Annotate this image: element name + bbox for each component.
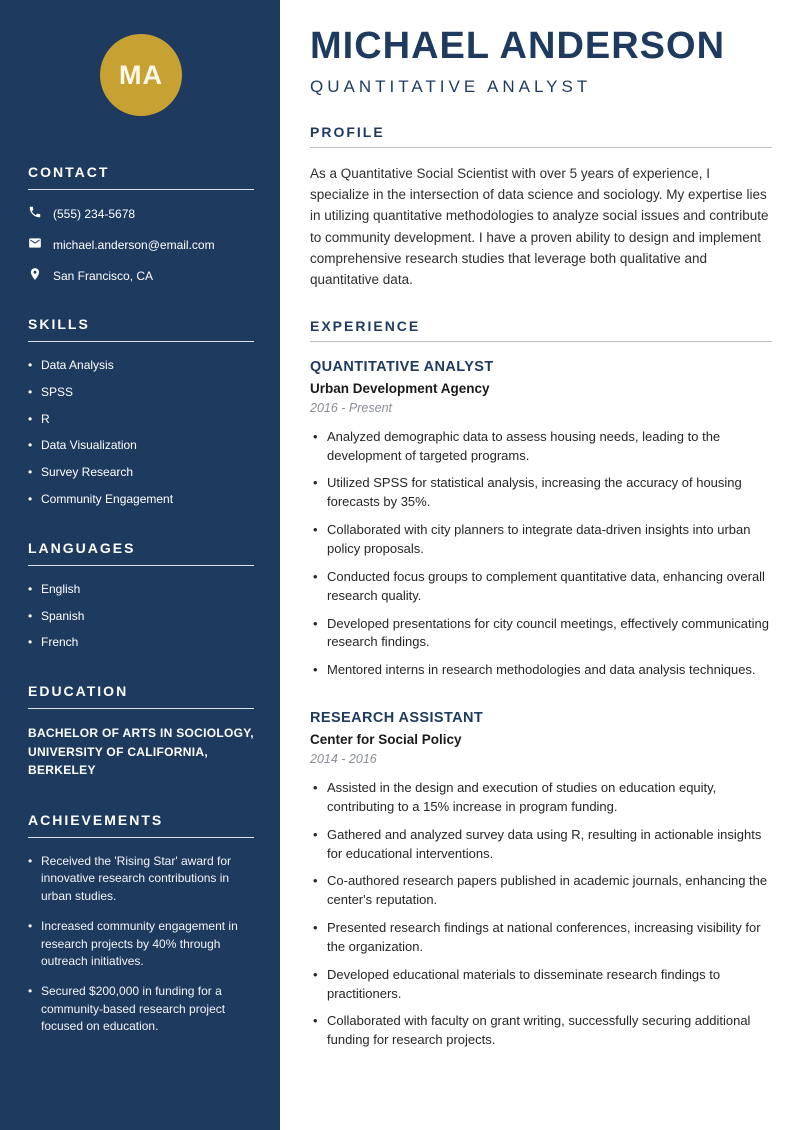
job-dates: 2014 - 2016 xyxy=(310,752,377,767)
candidate-title: QUANTITATIVE ANALYST xyxy=(310,76,592,96)
skills-section xyxy=(28,316,254,508)
job-entry xyxy=(310,710,772,1050)
job-dates: 2016 - Present xyxy=(310,400,392,415)
divider xyxy=(310,147,772,148)
language-item: • Spanish xyxy=(28,608,254,625)
job-bullet: • Presented research findings at national conferences, increasing visibility for the organization. xyxy=(310,919,772,957)
profile-section xyxy=(310,124,772,291)
job-bullet: • Utilized SPSS for statistical analysis, increasing the accuracy of housing forecasts by 35%. xyxy=(310,474,772,512)
skill-item: • Community Engagement xyxy=(28,491,254,508)
location-icon xyxy=(28,267,42,284)
languages-section xyxy=(28,540,254,651)
candidate-name: MICHAEL ANDERSON xyxy=(310,25,726,67)
achievements-heading: ACHIEVEMENTS xyxy=(28,812,254,838)
phone-icon xyxy=(28,205,42,222)
job-bullet: • Developed presentations for city council meetings, effectively communicating research findings. xyxy=(310,615,772,653)
achievements-section xyxy=(28,812,254,1036)
job-title: RESEARCH ASSISTANT xyxy=(310,710,484,727)
education-heading: EDUCATION xyxy=(28,683,254,709)
sidebar xyxy=(0,0,280,1130)
skill-item: • R xyxy=(28,411,254,428)
job-company: Urban Development Agency xyxy=(310,380,490,396)
profile-text: As a Quantitative Social Scientist with over 5 years of experience, I specialize in the intersection of data science and sociology. My expertise lies in utilizing quantitative methodologies to analyze social issues and contribute to community development. I have a proven ability to design and implement comprehensive research studies that leverage both qualitative and quantitative data. xyxy=(310,165,769,288)
job-bullets xyxy=(310,428,772,680)
achievement-item: • Received the 'Rising Star' award for innovative research contributions in urban studies. xyxy=(28,853,254,905)
resume-main xyxy=(280,0,800,1130)
achievement-item: • Increased community engagement in research projects by 40% through outreach initiatives. xyxy=(28,918,254,970)
job-title: QUANTITATIVE ANALYST xyxy=(310,358,494,375)
contact-phone-text: (555) 234-5678 xyxy=(53,206,136,221)
contact-section xyxy=(28,164,254,284)
job-bullet: • Mentored interns in research methodologies and data analysis techniques. xyxy=(310,661,772,680)
education-section xyxy=(28,683,254,780)
job-bullet: • Collaborated with faculty on grant writing, successfully securing additional funding for research projects. xyxy=(310,1012,772,1050)
contact-location-text: San Francisco, CA xyxy=(53,268,154,283)
job-bullet: • Developed educational materials to disseminate research findings to practitioners. xyxy=(310,966,772,1004)
languages-heading: LANGUAGES xyxy=(28,540,254,566)
language-item: • French xyxy=(28,634,254,651)
skills-heading: SKILLS xyxy=(28,316,254,342)
achievement-item: • Secured $200,000 in funding for a community-based research project focused on education. xyxy=(28,983,254,1035)
job-bullet: • Gathered and analyzed survey data using R, resulting in actionable insights for educational interventions. xyxy=(310,826,772,864)
avatar xyxy=(100,34,182,116)
contact-heading: CONTACT xyxy=(28,164,254,190)
skill-item: • Data Analysis xyxy=(28,357,254,374)
divider xyxy=(310,341,772,342)
education-degree: BACHELOR OF ARTS IN SOCIOLOGY, UNIVERSITY OF CALIFORNIA, BERKELEY xyxy=(28,726,254,778)
contact-item-location xyxy=(28,267,254,284)
avatar-wrap xyxy=(28,34,254,116)
skill-item: • Data Visualization xyxy=(28,437,254,454)
skills-list xyxy=(28,357,254,508)
email-icon xyxy=(28,236,42,253)
contact-item-email xyxy=(28,236,254,253)
job-bullet: • Co-authored research papers published in academic journals, enhancing the center's reputation. xyxy=(310,872,772,910)
job-bullet: • Analyzed demographic data to assess housing needs, leading to the development of targeted programs. xyxy=(310,428,772,466)
avatar-initials: MA xyxy=(119,59,163,90)
job-bullets xyxy=(310,779,772,1050)
languages-list xyxy=(28,581,254,651)
job-company: Center for Social Policy xyxy=(310,732,462,748)
skill-item: • SPSS xyxy=(28,384,254,401)
experience-heading: EXPERIENCE xyxy=(310,317,421,334)
skill-item: • Survey Research xyxy=(28,464,254,481)
job-bullet: • Assisted in the design and execution of studies on education equity, contributing to a 15% increase in program funding. xyxy=(310,779,772,817)
contact-item-phone xyxy=(28,205,254,222)
profile-heading: PROFILE xyxy=(310,123,385,140)
contact-email-text: michael.anderson@email.com xyxy=(53,237,215,252)
job-entry xyxy=(310,359,772,680)
language-item: • English xyxy=(28,581,254,598)
job-bullet: • Conducted focus groups to complement quantitative data, enhancing overall research quality. xyxy=(310,568,772,606)
experience-section xyxy=(310,318,772,1050)
achievements-list xyxy=(28,853,254,1036)
job-bullet: • Collaborated with city planners to integrate data-driven insights into urban policy proposals. xyxy=(310,521,772,559)
